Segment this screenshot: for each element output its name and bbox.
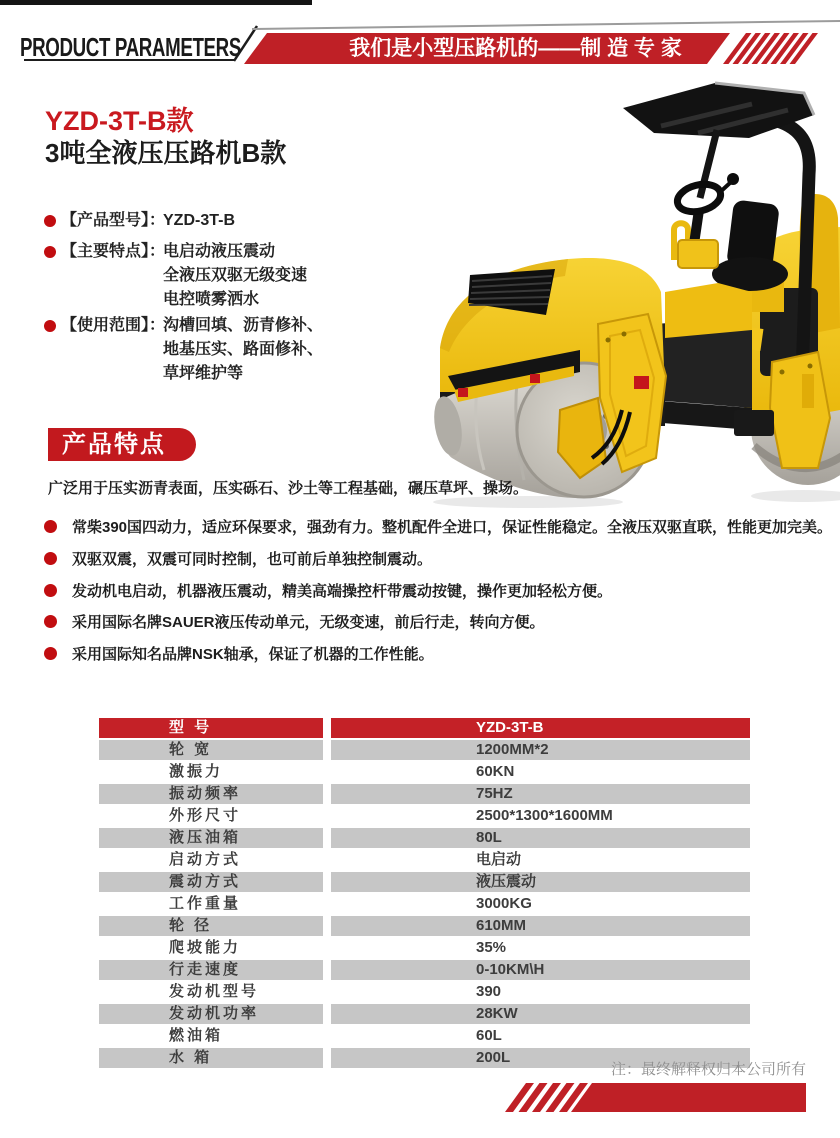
feature-item [44,643,434,664]
bullet-icon [44,215,56,227]
info-label: 【使用范围】： [61,317,166,334]
footer-red-bar [571,1083,806,1112]
info-group-scope [44,314,323,386]
table-row [99,1004,750,1024]
info-lines [163,209,235,233]
table-row [99,828,750,848]
spec-label: 爬坡能力 [99,938,323,958]
feature-item [44,580,612,601]
info-line: YZD-3T-B [163,212,235,229]
feature-item [44,516,832,537]
feature-item [44,611,545,632]
spec-value: 3000KG [331,894,750,914]
disclaimer-note: 注：最终解释权归本公司所有 [610,1061,806,1078]
spec-value: 75HZ [331,784,750,804]
feature-item [44,548,432,569]
spec-value: 35% [331,938,750,958]
model-title: YZD-3T-B款 [45,106,194,136]
spec-header-label: 型 号 [99,718,323,738]
info-line: 电控喷雾洒水 [163,291,260,308]
table-row [99,850,750,870]
header-stripes [723,33,818,64]
page-title: PRODUCT PARAMETERS [20,32,241,62]
feature-text: 采用国际名牌SAUER液压传动单元，无级变速，前后行走，转向方便。 [72,614,545,631]
spec-label: 激振力 [99,762,323,782]
bullet-icon [44,615,57,628]
feature-text: 发动机电启动，机器液压震动，精美高端操控杆带震动按键，操作更加轻松方便。 [72,583,613,600]
info-label: 【产品型号】： [61,212,166,229]
spec-label: 工作重量 [99,894,323,914]
spec-label: 液压油箱 [99,828,323,848]
bullet-icon [44,552,57,565]
spec-header-value: YZD-3T-B [331,718,750,738]
bullet-icon [44,647,57,660]
spec-label: 振动频率 [99,784,323,804]
table-row [99,960,750,980]
bullet-icon [44,584,57,597]
spec-value: 电启动 [331,850,750,870]
spec-value: 610MM [331,916,750,936]
bullet-icon [44,320,56,332]
spec-value: 1200MM*2 [331,740,750,760]
product-photo [418,78,840,510]
spec-value: 2500*1300*1600MM [331,806,750,826]
info-line: 沟槽回填、沥青修补、 [163,317,324,334]
spec-label: 发动机功率 [99,1004,323,1024]
footer-decor [0,1083,840,1113]
spec-value: 60L [331,1026,750,1046]
table-row [99,784,750,804]
spec-label: 轮 宽 [99,740,323,760]
spec-label: 行走速度 [99,960,323,980]
spec-value: 80L [331,828,750,848]
table-row [99,806,750,826]
bullet-icon [44,520,57,533]
table-row [99,1026,750,1046]
spec-label: 震动方式 [99,872,323,892]
spec-label: 启动方式 [99,850,323,870]
features-section-title: 产品特点 [48,428,196,461]
table-row [99,872,750,892]
table-row [99,740,750,760]
info-line: 地基压实、路面修补、 [163,341,324,358]
spec-label: 轮 径 [99,916,323,936]
top-black-bar [0,0,312,5]
spec-label: 水 箱 [99,1048,323,1068]
info-line: 草坪维护等 [163,365,244,382]
table-row [99,982,750,1002]
table-row [99,894,750,914]
model-subtitle: 3吨全液压压路机B款 [45,138,287,168]
table-row [99,916,750,936]
info-group-model [44,209,235,233]
slogan-banner: 我们是小型压路机的——制 造 专 家 [349,37,682,60]
spec-value: 液压震动 [331,872,750,892]
spec-table [99,718,750,1070]
bullet-icon [44,246,56,258]
spec-label: 外形尺寸 [99,806,323,826]
info-group-features [44,240,307,312]
info-line: 电启动液压震动 [163,243,276,260]
table-row [99,938,750,958]
feature-text: 采用国际知名品牌NSK轴承，保证了机器的工作性能。 [72,646,434,663]
info-label: 【主要特点】： [61,243,166,260]
info-line: 全液压双驱无级变速 [163,267,308,284]
features-intro: 广泛用于压实沥青表面，压实砾石、沙土等工程基础，碾压草坪、操场。 [48,480,529,497]
table-header-row [99,718,750,738]
info-lines [163,314,323,386]
feature-text: 常柴390国四动力，适应环保要求，强劲有力。整机配件全进口，保证性能稳定。全液压双驱直联，性能更加完美。 [72,519,833,536]
spec-label: 燃油箱 [99,1026,323,1046]
info-lines [163,240,307,312]
spec-value: 60KN [331,762,750,782]
spec-value: 0-10KM\H [331,960,750,980]
spec-value: 390 [331,982,750,1002]
spec-value: 28KW [331,1004,750,1024]
table-row [99,762,750,782]
spec-value: 200L [331,1048,750,1068]
spec-label: 发动机型号 [99,982,323,1002]
feature-text: 双驱双震，双震可同时控制，也可前后单独控制震动。 [72,551,433,568]
